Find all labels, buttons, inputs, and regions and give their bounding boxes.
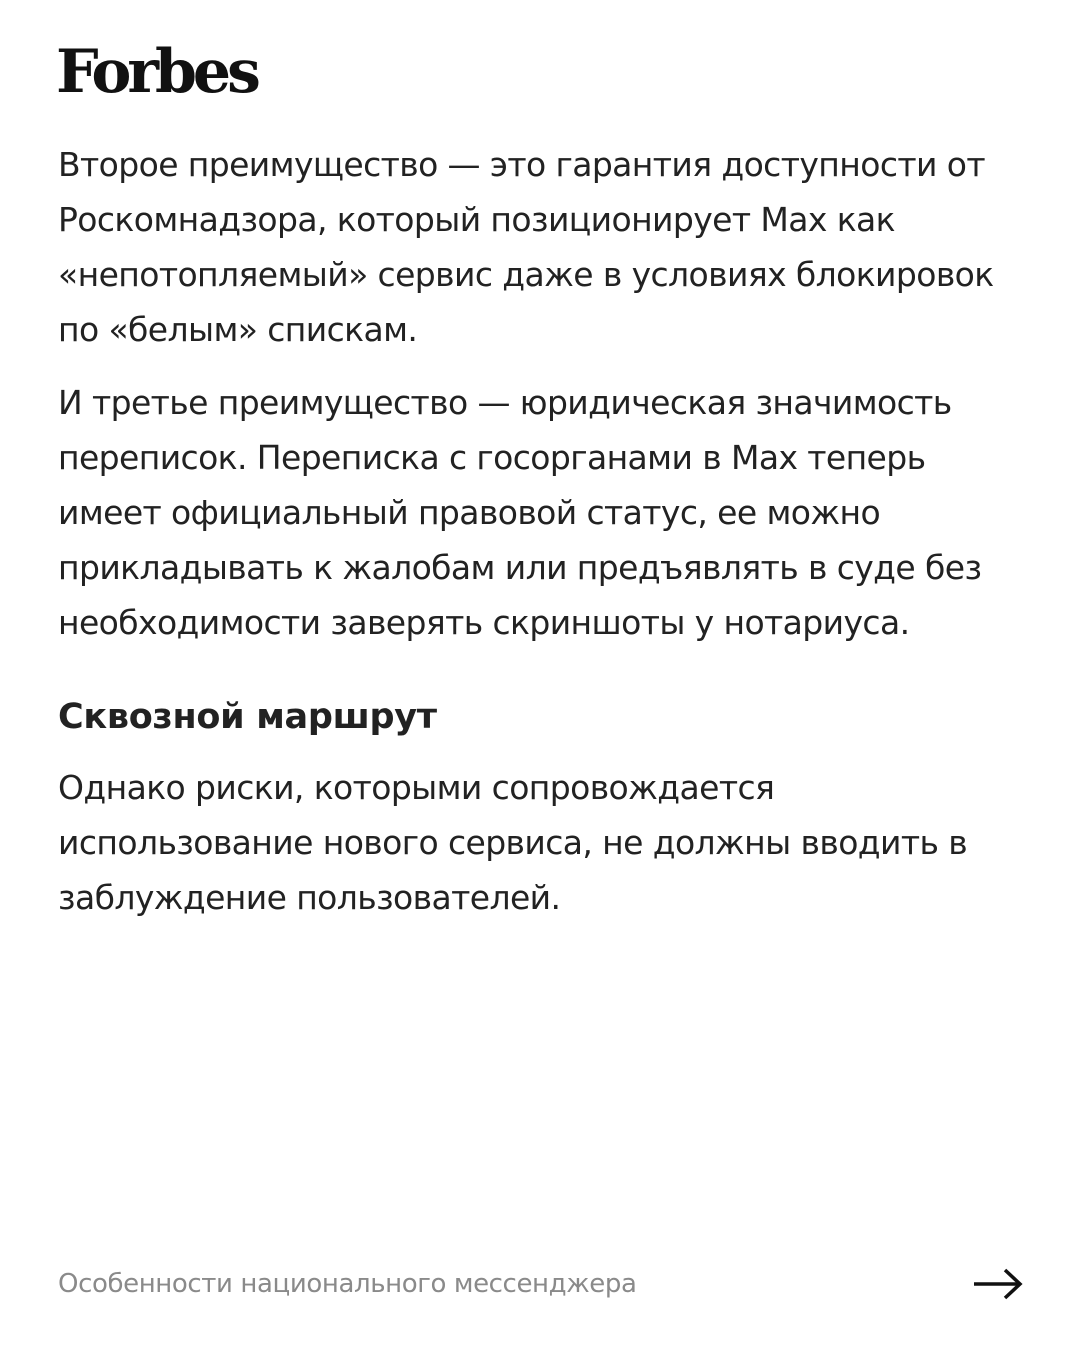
forbes-logo: Forbes: [56, 37, 257, 107]
paragraph-second-advantage: Второе преимущество — это гарантия доступности от Роскомнадзора, который позиционирует Max как «непотопляемый» сервис даже в условиях блокировок по «белым» спискам.: [58, 145, 994, 349]
article-body: [58, 137, 1038, 925]
paragraph-third-advantage: И третье преимущество — юридическая значимость переписок. Переписка с госорганами в Max теперь имеет официальный правовой статус, ее можно прикладывать к жалобам или предъявлять в суде без необходимости заверять скриншоты у нотариуса.: [58, 383, 982, 642]
footer-bar: [58, 1260, 1024, 1308]
series-caption: Особенности национального мессенджера: [58, 1269, 637, 1299]
arrow-right-icon[interactable]: [972, 1267, 1024, 1301]
paragraph-risks: Однако риски, которыми сопровождается использование нового сервиса, не должны вводить в заблуждение пользователей.: [58, 768, 968, 917]
section-heading: Сквозной маршрут: [58, 697, 437, 737]
